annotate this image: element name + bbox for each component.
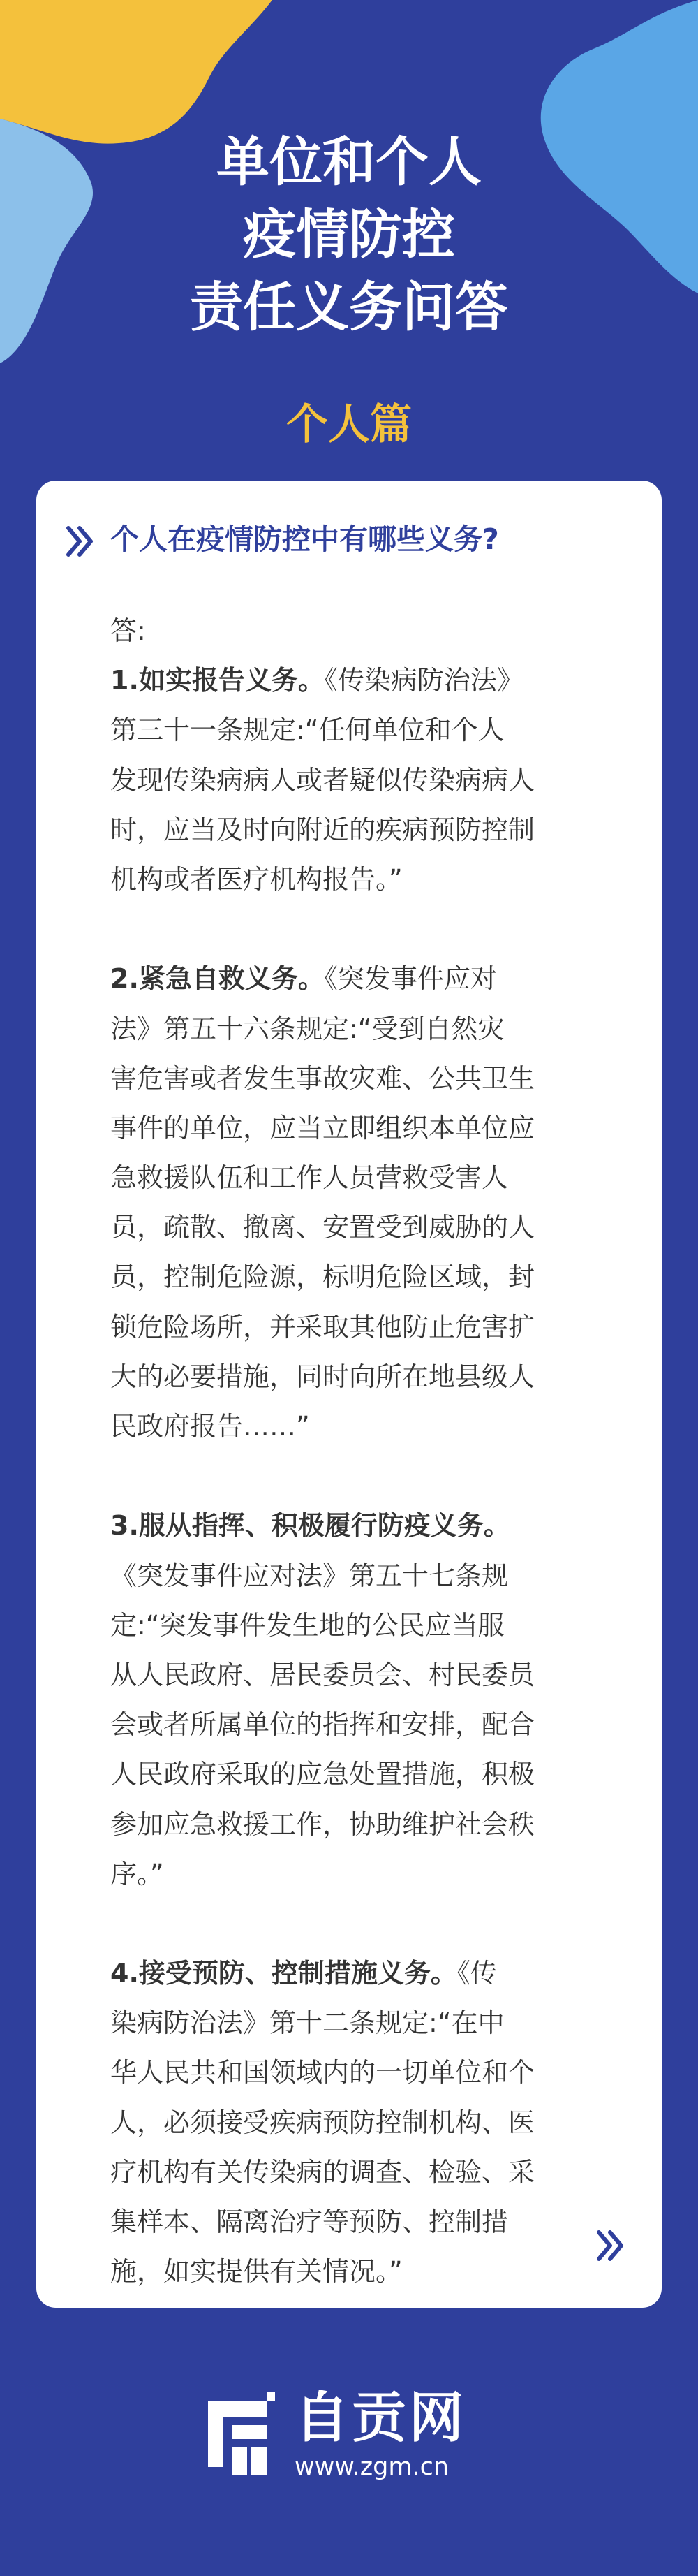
- answer-line: 机构或者医疗机构报告。”: [110, 863, 403, 895]
- footer-logo: [202, 2389, 496, 2487]
- answer-line: 急救援队伍和工作人员营救受害人: [110, 1162, 509, 1194]
- answer-body: [110, 606, 627, 2297]
- section-label: 个人篇: [286, 400, 412, 449]
- answer-line: 华人民共和国领域内的一切单位和个: [110, 2057, 535, 2088]
- item-text: 《突发事件应对: [324, 963, 497, 995]
- paragraph-gap: [110, 1451, 627, 1501]
- answer-line: 员，控制危险源，标明危险区域，封: [110, 1261, 535, 1293]
- answer-line: [110, 1949, 627, 1998]
- brand-name: 自贡网: [295, 2387, 467, 2450]
- answer-line: 发现传染病病人或者疑似传染病病人: [110, 764, 535, 796]
- answer-line: 参加应急救援工作，协助维护社会秩: [110, 1808, 535, 1840]
- item-heading: 4.接受预防、控制措施义务。: [110, 1958, 457, 1989]
- answer-line: 染病防治法》第十二条规定:“在中: [110, 2007, 505, 2039]
- double-chevron-right-icon: [595, 2230, 627, 2262]
- item-text: 《传染病防治法》: [324, 665, 524, 696]
- item-heading: 2.紧急自救义务。: [110, 963, 325, 995]
- double-chevron-right-icon: [64, 525, 96, 557]
- item-heading: 1.如实报告义务。: [110, 665, 325, 696]
- title-line: 疫情防控: [243, 203, 455, 265]
- answer-line: 集样本、隔离治疗等预防、控制措: [110, 2207, 509, 2237]
- item-text: 《传: [456, 1958, 497, 1989]
- answer-line: 时，应当及时向附近的疾病预防控制: [110, 814, 535, 845]
- hero-title: [0, 126, 698, 344]
- answer-line: [110, 954, 627, 1004]
- title-line: 单位和个人: [216, 131, 482, 193]
- answer-line: 民政府报告……”: [110, 1411, 310, 1442]
- answer-line: [110, 1501, 627, 1551]
- answer-line: 事件的单位，应当立即组织本单位应: [110, 1112, 535, 1143]
- answer-line: 疗机构有关传染病的调查、检验、采: [110, 2156, 535, 2188]
- question-row: [64, 515, 651, 564]
- answer-line: 定:“突发事件发生地的公民应当服: [110, 1609, 505, 1641]
- answer-line: 员，疏散、撤离、安置受到威胁的人: [110, 1212, 535, 1243]
- answer-line: 大的必要措施，同时向所在地县级人: [110, 1361, 535, 1392]
- answer-line: 人民政府采取的应急处置措施，积极: [110, 1759, 535, 1790]
- yellow-blob: [0, 0, 272, 144]
- answer-line: 法》第五十六条规定:“受到自然灾: [110, 1013, 505, 1044]
- answer-line: 锁危险场所，并采取其他防止危害扩: [110, 1311, 535, 1342]
- qa-card: [36, 481, 662, 2308]
- paragraph-gap: [110, 1899, 627, 1949]
- answer-line: 《突发事件应对法》第五十七条规: [110, 1560, 509, 1591]
- answer-line: 序。”: [110, 1858, 164, 1889]
- paragraph-gap: [110, 905, 627, 954]
- title-line: 责任义务问答: [190, 276, 508, 338]
- answer-line: 害危害或者发生事故灾难、公共卫生: [110, 1062, 535, 1094]
- answer-line: 从人民政府、居民委员会、村民委员: [110, 1659, 535, 1690]
- answer-line: [110, 656, 627, 705]
- answer-line: 施，如实提供有关情况。”: [110, 2256, 403, 2288]
- answer-line: 第三十一条规定:“任何单位和个人: [110, 715, 505, 746]
- question-text: 个人在疫情防控中有哪些义务?: [110, 522, 499, 556]
- answer-label: 答:: [110, 615, 146, 646]
- item-heading: 3.服从指挥、积极履行防疫义务。: [110, 1510, 510, 1542]
- zgm-logo-icon: [202, 2389, 279, 2480]
- answer-line: 人，必须接受疾病预防控制机构、医: [110, 2107, 535, 2138]
- answer-line: 会或者所属单位的指挥和安排，配合: [110, 1709, 535, 1741]
- brand-url: www.zgm.cn: [295, 2453, 450, 2481]
